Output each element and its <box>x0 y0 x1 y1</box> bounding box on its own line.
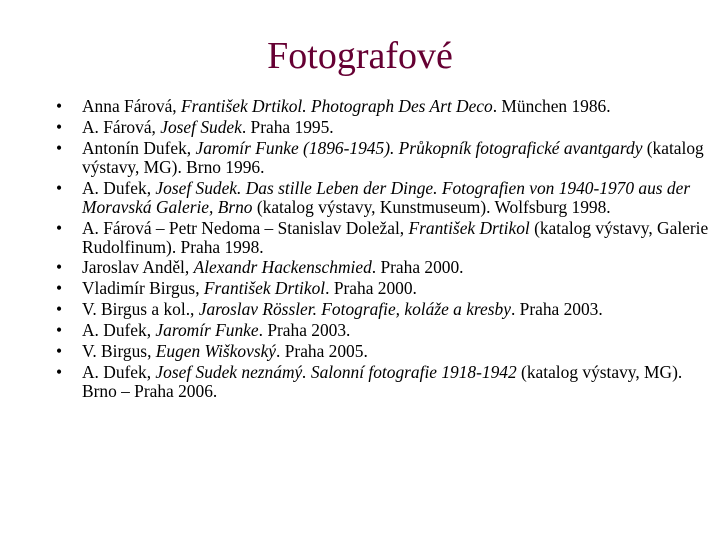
citation-text: . Praha 2000. <box>371 257 464 278</box>
bibliography-item <box>56 97 716 116</box>
citation-text: A. Fárová – Petr Nedoma – Stanislav Doležal, <box>82 217 409 238</box>
citation-text: Vladimír Birgus, <box>82 278 204 299</box>
bullet-icon: • <box>56 278 63 299</box>
citation-text: . Praha 2005. <box>276 341 368 362</box>
bullet-icon: • <box>56 177 63 198</box>
citation-text: A. Fárová, <box>82 116 161 137</box>
citation-text: Anna Fárová, <box>82 96 182 116</box>
work-title: Jaroslav Rössler. Fotografie, koláže a kresby <box>198 299 511 320</box>
citation-text: Antonín Dufek, <box>82 137 196 158</box>
citation-text: (katalog výstavy, Kunstmuseum). Wolfsburg 1998. <box>252 196 611 217</box>
citation-text: A. Dufek, <box>82 320 156 341</box>
citation-text: . Praha 2003. <box>510 299 603 320</box>
citation-text: (katalog výstavy, Galerie Rudolfinum). Praha 1998. <box>82 217 709 257</box>
work-title: František Drtikol <box>203 278 326 299</box>
bibliography-item <box>56 179 716 217</box>
bibliography-item <box>56 118 716 137</box>
bullet-icon: • <box>56 96 63 116</box>
bullet-icon: • <box>56 341 63 362</box>
work-title: František Drtikol <box>408 217 530 238</box>
work-title: Jaromír Funke (1896-1945). Průkopník fotografické avantgardy <box>195 137 643 158</box>
bibliography-item <box>56 219 716 257</box>
bibliography-list <box>56 97 716 403</box>
bibliography-item <box>56 342 716 361</box>
work-title: Josef Sudek neznámý. Salonní fotografie 1918-1942 <box>155 361 517 382</box>
work-title: Josef Sudek. Das stille Leben der Dinge. Fotografien von 1940-1970 aus der Moravská Galerie, Brno <box>82 177 691 217</box>
citation-text: . München 1986. <box>492 96 611 116</box>
citation-text: . Praha 2003. <box>258 320 351 341</box>
citation-text: (katalog výstavy, MG). Brno – Praha 2006. <box>82 361 683 401</box>
bullet-icon: • <box>56 320 63 341</box>
citation-text: . Praha 1995. <box>241 116 334 137</box>
citation-text: V. Birgus a kol., <box>82 299 199 320</box>
bibliography-item <box>56 279 716 298</box>
work-title: František Drtikol. Photograph Des Art Deco <box>181 96 493 116</box>
bibliography-item <box>56 258 716 277</box>
citation-text: . Praha 2000. <box>325 278 417 299</box>
bibliography-item <box>56 300 716 319</box>
work-title: Jaromír Funke <box>155 320 259 341</box>
slide-title: Fotografové <box>267 35 453 77</box>
bullet-icon: • <box>56 137 63 158</box>
bullet-icon: • <box>56 257 63 278</box>
work-title: Alexandr Hackenschmied <box>193 257 372 278</box>
bullet-icon: • <box>56 116 63 137</box>
bibliography-item <box>56 321 716 340</box>
citation-text: A. Dufek, <box>82 361 156 382</box>
citation-text: V. Birgus, <box>82 341 156 362</box>
citation-text: (katalog výstavy, MG). Brno 1996. <box>82 137 704 177</box>
bibliography-item <box>56 139 716 177</box>
work-title: Eugen Wiškovský <box>155 341 277 362</box>
bullet-icon: • <box>56 299 63 320</box>
citation-text: A. Dufek, <box>82 177 156 198</box>
citation-text: Jaroslav Anděl, <box>82 257 194 278</box>
bibliography-item <box>56 363 716 401</box>
bullet-icon: • <box>56 217 63 238</box>
bullet-icon: • <box>56 361 63 382</box>
work-title: Josef Sudek <box>160 116 242 137</box>
